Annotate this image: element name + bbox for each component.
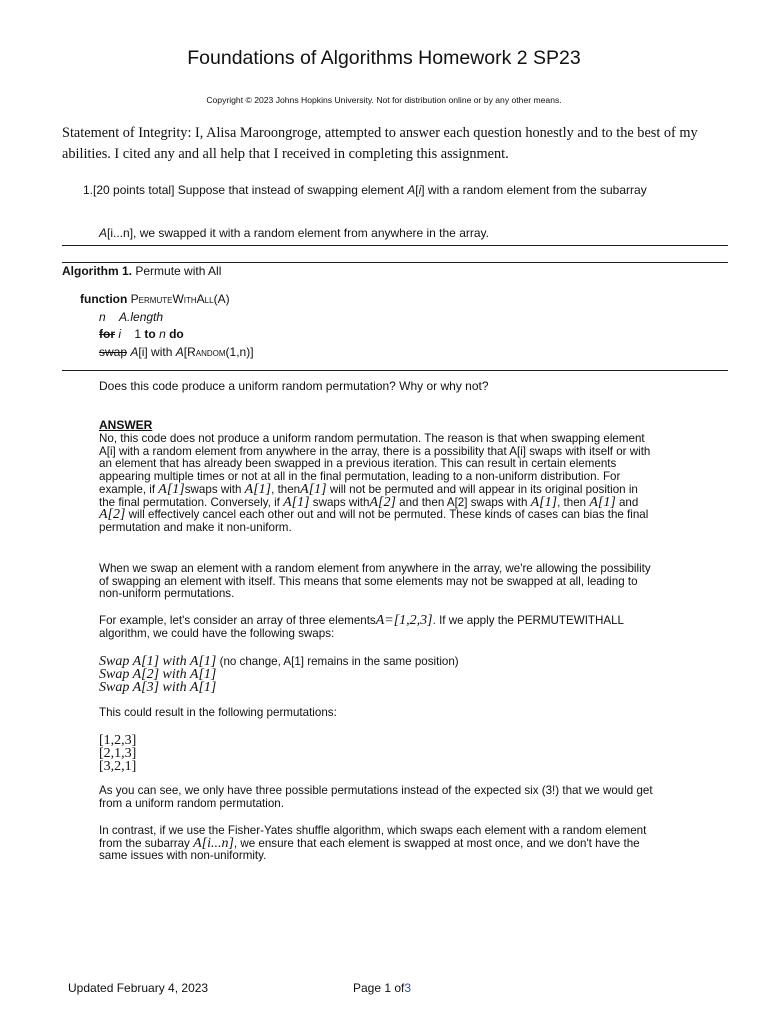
copyright-notice: Copyright © 2023 Johns Hopkins University. Not for distribution online or by any other means.: [206, 95, 562, 105]
permutation-item: [1,2,3]: [99, 733, 137, 748]
swap-item: Swap A[3] with A[1]: [99, 680, 217, 695]
integrity-statement: Statement of Integrity: I, Alisa Maroongroge, attempted to answer each question honestly and to the best of my abilities. I cited any and all help that I received in completing this assignment.: [62, 125, 698, 162]
answer-paragraph-4: This could result in the following permutations:: [99, 706, 337, 719]
footer-updated-date: Updated February 4, 2023: [68, 981, 209, 995]
divider-top: [62, 245, 728, 246]
answer-paragraph-2: When we swap an element with a random element from anywhere in the array, we're allowing the possibility of swapping an element with itself. This means that some elements may not be swapped at all, leading to non-uniform permutations.: [99, 562, 651, 601]
algorithm-for-line: for i 1 to n do: [99, 327, 184, 341]
permutation-item: [2,1,3]: [99, 746, 137, 761]
question-1-line-1: 1.[20 points total] Suppose that instead of swapping element A[i] with a random element from the subarray: [83, 183, 647, 197]
question-prompt: Does this code produce a uniform random permutation? Why or why not?: [99, 379, 489, 393]
answer-paragraph-1: No, this code does not produce a uniform random permutation. The reason is that when swapping element A[i] with a random element from anywhere in the array, there is a possibility that A[i] swaps with itself or with an element that has already been swapped in a previous iteration. This can result in certain elements appearing multiple times or not at all in the final permutation, leading to a non-uniform distribution. For example, if A[1]swaps with A[1], thenA[1] will not be permuted and will appear in its original position in the final permutation. Conversely, if A[1] swaps withA[2] and then A[2] swaps with A[1], then A[1] and A[2] will effectively cancel each other out and will not be permuted. These kinds of cases can bias the final permutation and make it non-uniform.: [99, 432, 651, 534]
swap-list: [99, 655, 459, 694]
footer-page-number: Page 1 of3: [353, 981, 412, 995]
answer-paragraph-3: For example, let's consider an array of three elementsA=[1,2,3]. If we apply the PERMUTEWITHALL algorithm, we could have the following swaps:: [99, 613, 624, 640]
divider-algorithm-bottom: [62, 370, 728, 371]
algorithm-function-line: function PermuteWithAll(A): [80, 292, 230, 306]
algorithm-caption: Algorithm 1. Permute with All: [62, 264, 222, 278]
divider-algorithm-top: [62, 262, 728, 263]
algorithm-swap-line: swap A[i] with A[Random(1,n)]: [99, 345, 254, 359]
question-1-line-2: A[i...n], we swapped it with a random element from anywhere in the array.: [99, 226, 489, 240]
permutation-list: [99, 734, 136, 773]
swap-item: Swap A[2] with A[1]: [99, 667, 217, 682]
permutation-item: [3,2,1]: [99, 759, 137, 774]
swap-item: Swap A[1] with A[1] (no change, A[1] remains in the same position): [99, 654, 459, 669]
algorithm-assign-line: n A.length: [99, 310, 164, 324]
answer-paragraph-6: In contrast, if we use the Fisher-Yates shuffle algorithm, which swaps each element with a random element from the subarray A[i...n], we ensure that each element is swapped at most once, and we don't have the same issues with non-uniformity.: [99, 824, 647, 863]
answer-heading: ANSWER: [99, 418, 153, 432]
page-title: Foundations of Algorithms Homework 2 SP23: [187, 47, 581, 69]
page-total-link[interactable]: 3: [404, 981, 412, 995]
answer-paragraph-5: As you can see, we only have three possible permutations instead of the expected six (3!) that we would get from a uniform random permutation.: [99, 784, 653, 810]
